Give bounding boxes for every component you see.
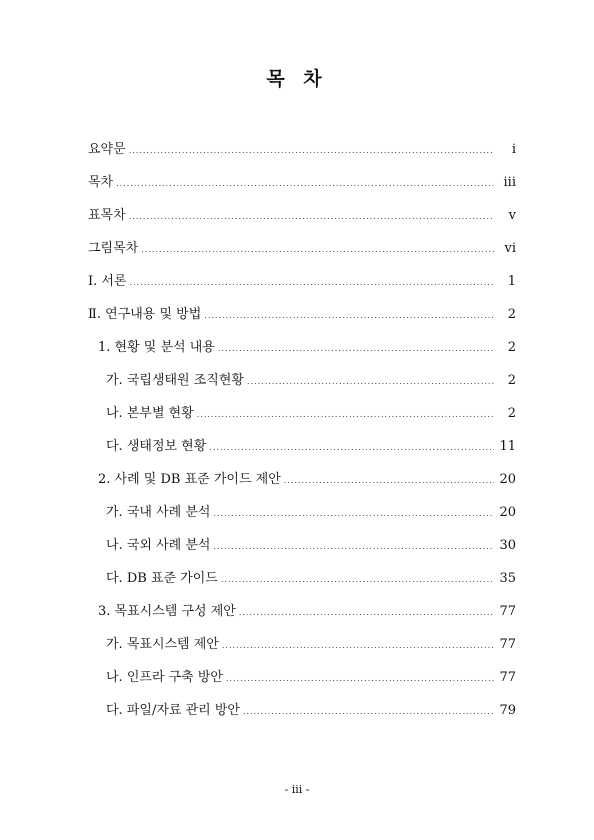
toc-leader-dots [129, 134, 494, 167]
toc-entry-page: 77 [499, 637, 516, 652]
toc-entry-label: 가. 국립생태원 조직현황 [106, 373, 244, 388]
toc-entry[interactable] [88, 694, 516, 727]
toc-entry-label: 목차 [88, 175, 114, 190]
toc-entry[interactable] [88, 265, 516, 298]
page-title: 목 차 [266, 68, 328, 90]
toc-leader-dots [239, 596, 494, 629]
toc-entry-page: 79 [499, 703, 516, 718]
toc-entry-page: 77 [499, 670, 516, 685]
toc-entry-page: iii [503, 175, 516, 190]
toc-entry[interactable] [88, 628, 516, 661]
toc-leader-dots [204, 299, 494, 332]
toc-entry[interactable] [88, 463, 516, 496]
toc-entry-page: 2 [507, 340, 516, 355]
toc-leader-dots [218, 332, 494, 365]
toc-entry-label: 가. 목표시스템 제안 [106, 637, 219, 652]
toc-entry[interactable] [88, 364, 516, 397]
toc-entry[interactable] [88, 133, 516, 166]
toc-entry[interactable] [88, 298, 516, 331]
toc-leader-dots [284, 464, 494, 497]
toc-entry-label: 나. 국외 사례 분석 [106, 538, 211, 553]
toc-entry-page: 2 [507, 406, 516, 421]
toc-entry[interactable] [88, 661, 516, 694]
toc-leader-dots [129, 200, 494, 233]
toc-entry-label: 가. 국내 사례 분석 [106, 505, 211, 520]
toc-entry[interactable] [88, 562, 516, 595]
toc-entry-page: 11 [499, 439, 516, 454]
toc-leader-dots [141, 233, 494, 266]
toc-entry-page: 35 [499, 571, 516, 586]
toc-leader-dots [130, 266, 494, 299]
toc-entry[interactable] [88, 199, 516, 232]
toc-entry-label: 1. 현황 및 분석 내용 [98, 340, 215, 355]
toc-entry-label: Ⅰ. 서론 [88, 274, 127, 289]
toc-entry[interactable] [88, 397, 516, 430]
toc-leader-dots [243, 695, 494, 728]
toc-entry-label: 그림목차 [88, 241, 139, 256]
toc-entry-label: 나. 인프라 구축 방안 [106, 670, 223, 685]
toc-entry[interactable] [88, 232, 516, 265]
toc-entry-label: 요약문 [88, 142, 126, 157]
table-of-contents [88, 133, 516, 727]
toc-entry-page: v [508, 208, 516, 223]
toc-entry-label: 표목차 [88, 208, 126, 223]
toc-leader-dots [116, 167, 494, 200]
toc-entry-label: 다. 파일/자료 관리 방안 [106, 703, 240, 718]
toc-entry-label: 2. 사례 및 DB 표준 가이드 제안 [98, 472, 281, 487]
toc-leader-dots [222, 629, 494, 662]
toc-entry[interactable] [88, 595, 516, 628]
toc-entry-page: 2 [507, 373, 516, 388]
toc-leader-dots [213, 497, 494, 530]
toc-entry-page: 2 [507, 307, 516, 322]
toc-entry-page: 20 [499, 472, 516, 487]
toc-leader-dots [226, 662, 494, 695]
toc-leader-dots [213, 530, 494, 563]
toc-leader-dots [197, 398, 494, 431]
toc-entry-label: 다. DB 표준 가이드 [106, 571, 218, 586]
toc-entry[interactable] [88, 331, 516, 364]
toc-entry-label: 나. 본부별 현황 [106, 406, 194, 421]
toc-entry[interactable] [88, 529, 516, 562]
page-number: - iii - [284, 783, 310, 796]
toc-entry-page: 30 [499, 538, 516, 553]
toc-entry-page: vi [504, 241, 516, 256]
toc-entry[interactable] [88, 166, 516, 199]
toc-entry[interactable] [88, 430, 516, 463]
toc-entry-page: 20 [499, 505, 516, 520]
toc-entry-page: 1 [507, 274, 516, 289]
toc-entry-page: 77 [499, 604, 516, 619]
toc-leader-dots [209, 431, 494, 464]
toc-leader-dots [247, 365, 494, 398]
toc-entry-label: Ⅱ. 연구내용 및 방법 [88, 307, 202, 322]
toc-entry-label: 3. 목표시스템 구성 제안 [98, 604, 236, 619]
toc-entry[interactable] [88, 496, 516, 529]
toc-entry-label: 다. 생태정보 현황 [106, 439, 207, 454]
toc-entry-page: i [511, 142, 516, 157]
toc-leader-dots [221, 563, 494, 596]
